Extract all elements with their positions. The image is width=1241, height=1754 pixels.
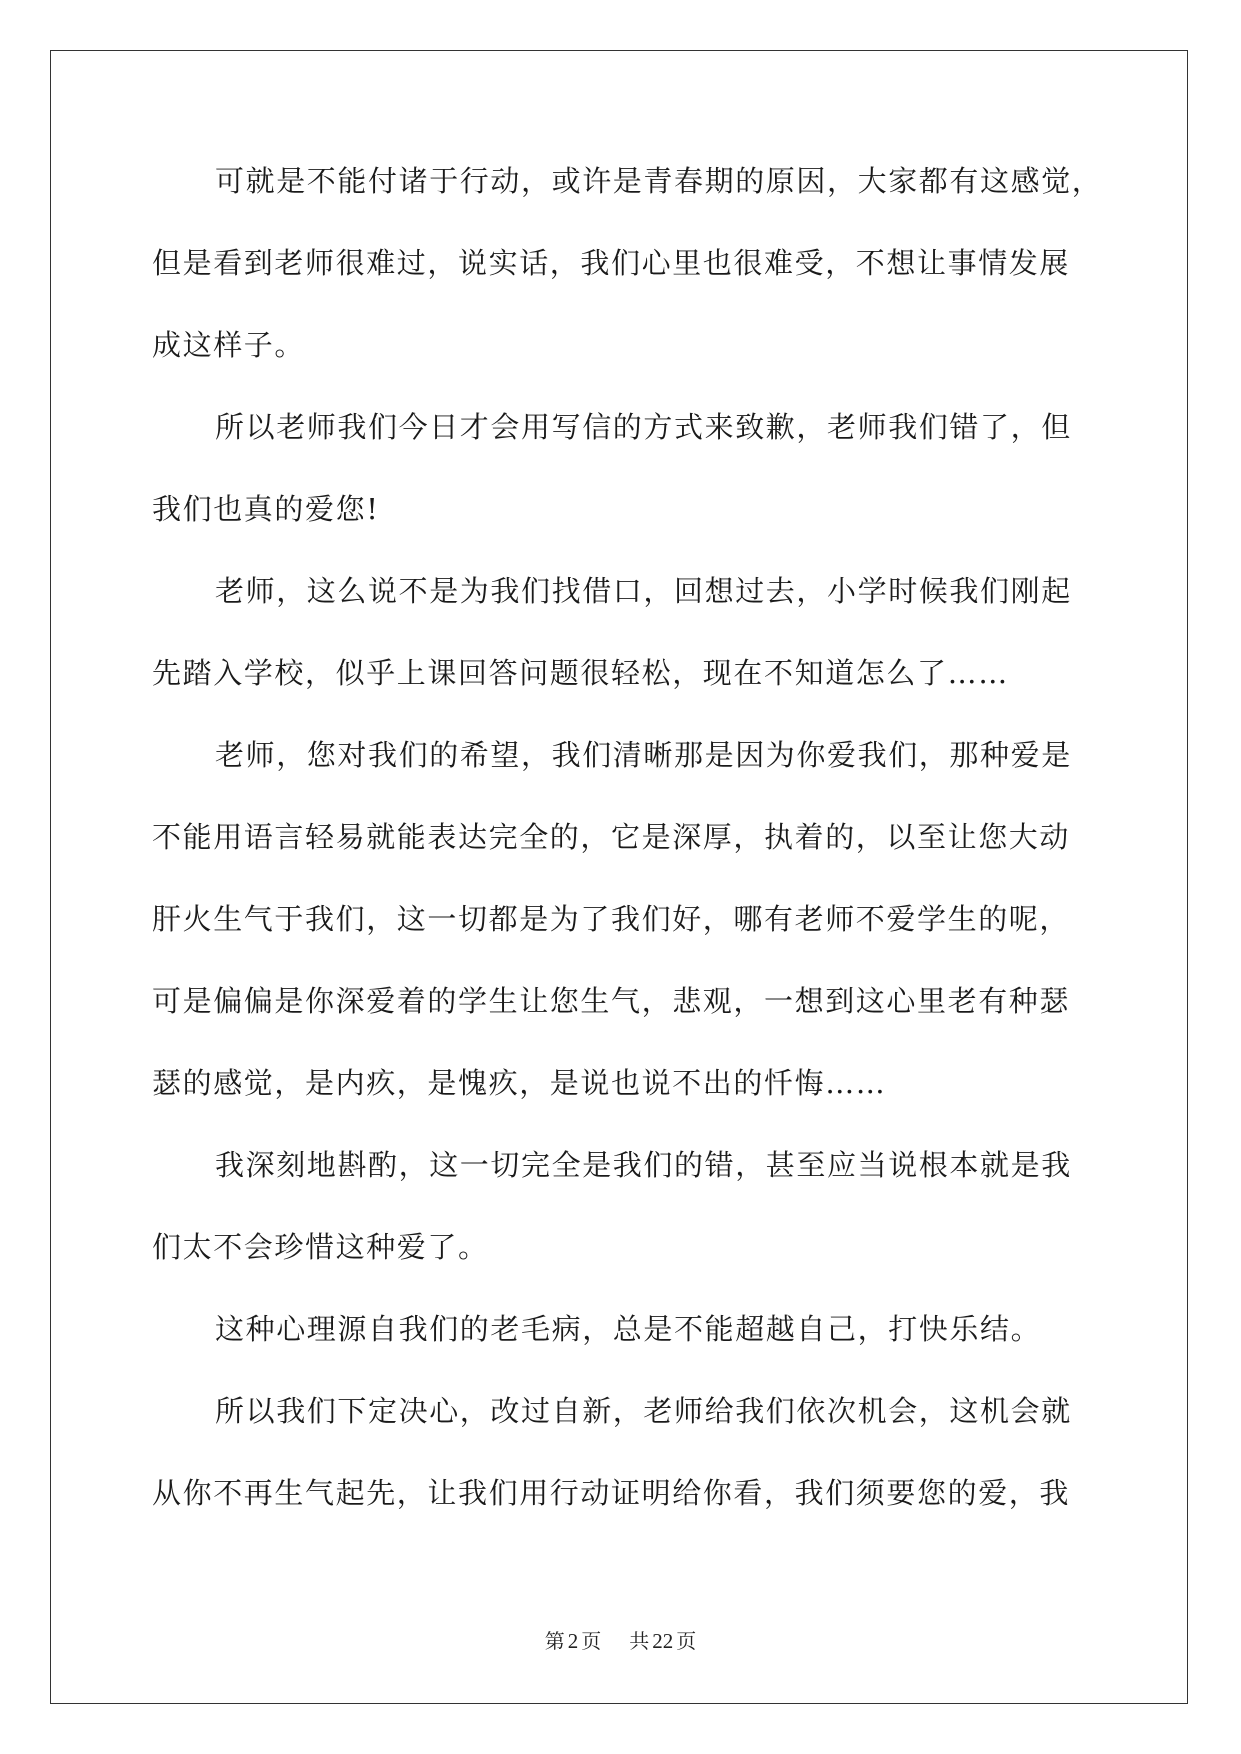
document-body	[152, 164, 1103, 1560]
text-line: 们太不会珍惜这种爱了。	[152, 1230, 489, 1264]
text-line: 所以我们下定决心，改过自新，老师给我们依次机会，这机会就	[215, 1394, 1072, 1428]
total-label-prefix: 共	[629, 1629, 650, 1653]
total-label-suffix: 页	[676, 1629, 697, 1653]
text-line: 老师，您对我们的希望，我们清晰那是因为你爱我们，那种爱是	[215, 738, 1072, 772]
text-line: 所以老师我们今日才会用写信的方式来致歉，老师我们错了，但	[215, 410, 1072, 444]
total-pages: 22	[652, 1629, 674, 1653]
text-line: 我们也真的爱您!	[152, 492, 380, 526]
page-label-prefix: 第	[544, 1629, 565, 1653]
text-line: 先踏入学校，似乎上课回答问题很轻松，现在不知道怎么了……	[152, 656, 1009, 690]
text-line: 老师，这么说不是为我们找借口，回想过去，小学时候我们刚起	[215, 574, 1072, 608]
text-line: 可是偏偏是你深爱着的学生让您生气，悲观，一想到这心里老有种瑟	[152, 984, 1071, 1018]
page-label-suffix: 页	[581, 1629, 602, 1653]
page-number: 2	[567, 1629, 579, 1653]
text-line: 从你不再生气起先，让我们用行动证明给你看，我们须要您的爱，我	[152, 1476, 1071, 1510]
page-footer	[0, 1625, 1241, 1654]
text-line: 但是看到老师很难过，说实话，我们心里也很难受，不想让事情发展	[152, 246, 1071, 280]
text-line: 瑟的感觉，是内疚，是愧疚，是说也说不出的忏悔……	[152, 1066, 887, 1100]
text-line: 成这样子。	[152, 328, 306, 362]
text-line: 我深刻地斟酌，这一切完全是我们的错，甚至应当说根本就是我	[215, 1148, 1072, 1182]
text-line: 这种心理源自我们的老毛病，总是不能超越自己，打快乐结。	[215, 1312, 1042, 1346]
text-line: 可就是不能付诸于行动，或许是青春期的原因，大家都有这感觉，	[215, 164, 1103, 198]
text-line: 肝火生气于我们，这一切都是为了我们好，哪有老师不爱学生的呢，	[152, 902, 1071, 936]
text-line: 不能用语言轻易就能表达完全的，它是深厚，执着的，以至让您大动	[152, 820, 1071, 854]
